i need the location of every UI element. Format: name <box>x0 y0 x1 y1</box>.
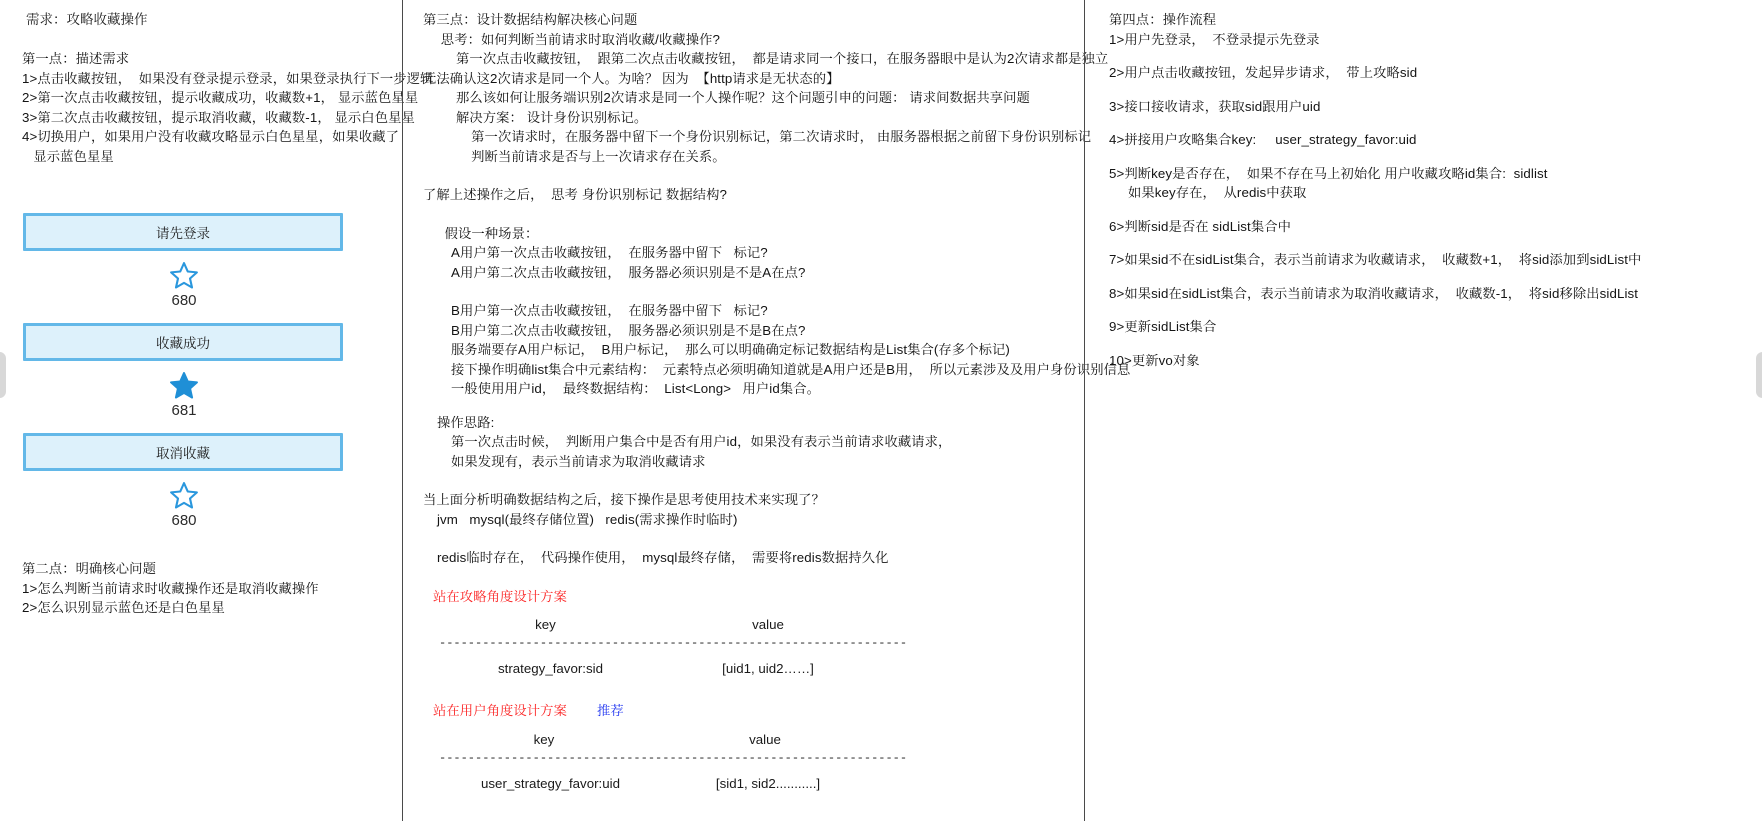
table-row <box>433 774 1084 794</box>
flow-step: 8>如果sid在sidList集合，表示当前请求为取消收藏请求， 收藏数-1， 将sid移除出sidList <box>1109 285 1639 301</box>
flow-step: 7>如果sid不在sidList集合，表示当前请求为收藏请求， 收藏数+1， 将sid添加到sidList中 <box>1109 252 1642 267</box>
flow-step: 6>判断sid是否在 sidList集合中 <box>1109 218 1292 234</box>
scenario-line: A用户第一次点击收藏按钮， 在服务器中留下 标记? <box>451 245 768 260</box>
column-header-value: value <box>752 617 784 632</box>
column-operation-flow <box>1084 0 1762 821</box>
favorite-count: 681 <box>171 402 197 419</box>
requirement-item: 显示蓝色星星 <box>22 148 114 164</box>
thinking-line: 解决方案： 设计身份识别标记。 <box>437 109 648 125</box>
flow-step: 2>用户点击收藏按钮，发起异步请求， 带上攻略sid <box>1109 65 1418 80</box>
structure-question: 了解上述操作之后， 思考 身份识别标记 数据结构? <box>423 187 728 202</box>
star-display-2 <box>23 371 345 421</box>
persistence-note: redis临时存在， 代码操作使用， mysql最终存储， 需要将redis数据持久化 <box>437 550 889 565</box>
star-filled-icon[interactable] <box>169 371 199 400</box>
cell-key: user_strategy_favor:uid <box>481 775 620 791</box>
scheme-caption: 站在用户角度设计方案 <box>433 703 567 718</box>
star-outline-icon[interactable] <box>169 481 199 510</box>
favorite-count: 680 <box>171 292 197 309</box>
favorite-button-success[interactable]: 收藏成功 <box>23 323 343 361</box>
favorite-button-cancel[interactable]: 取消收藏 <box>23 433 343 471</box>
thinking-line: 那么该如何让服务端识别2次请求是同一个人操作呢？这个问题引申的问题： 请求间数据共享问题 <box>437 90 1030 105</box>
tech-options: jvm mysql(最终存储位置) redis(需求操作时临时) <box>437 511 738 527</box>
column-header-key: key <box>533 731 555 747</box>
section-heading-2: 第二点：明确核心问题 <box>22 561 156 576</box>
cell-value: [uid1, uid2……] <box>722 661 814 676</box>
column-requirements <box>0 0 434 821</box>
flow-step: 3>接口接收请求，获取sid跟用户uid <box>1109 98 1321 114</box>
table-header-row <box>433 615 1084 635</box>
scenario-line: 一般使用用户id， 最终数据结构： List<Long> 用户id集合。 <box>451 381 821 396</box>
requirement-item: 3>第二次点击收藏按钮，提示取消收藏，收藏数-1， 显示白色星星 <box>22 109 415 125</box>
flow-step: 9>更新sidList集合 <box>1109 319 1217 334</box>
table-divider: ----------------------------------------------------------------- <box>439 750 908 765</box>
operation-line: 如果发现有，表示当前请求为取消收藏请求 <box>451 453 706 469</box>
operation-heading: 操作思路: <box>437 414 495 430</box>
thinking-line: 思考：如何判断当前请求时取消收藏/收藏操作? <box>437 31 721 47</box>
requirement-item: 2>第一次点击收藏按钮，提示收藏成功，收藏数+1， 显示蓝色星星 <box>22 90 419 105</box>
thinking-line: 无法确认这2次请求是同一个人。为啥？ 因为 【http请求是无状态的】 <box>423 70 840 86</box>
flow-step-sub: 如果key存在， 从redis中获取 <box>1109 185 1307 200</box>
core-question-item: 1>怎么判断当前请求时收藏操作还是取消收藏操作 <box>22 580 319 596</box>
requirement-item: 4>切换用户，如果用户没有收藏攻略显示白色星星，如果收藏了 <box>22 129 400 144</box>
favorite-count: 680 <box>171 512 197 529</box>
star-outline-icon[interactable] <box>169 261 199 290</box>
scenario-line: A用户第二次点击收藏按钮， 服务器必须识别是不是A在点? <box>451 264 806 280</box>
table-row <box>433 659 1084 679</box>
flow-step: 4>拼接用户攻略集合key: user_strategy_favor:uid <box>1109 132 1417 147</box>
cell-key: strategy_favor:sid <box>498 661 603 676</box>
flow-step: 5>判断key是否存在， 如果不存在马上初始化 用户收藏攻略id集合: sidlist <box>1109 165 1548 181</box>
section-heading-3: 第三点：设计数据结构解决核心问题 <box>423 12 638 27</box>
section-heading-4: 第四点：操作流程 <box>1109 12 1217 27</box>
scenario-line: B用户第一次点击收藏按钮， 在服务器中留下 标记? <box>451 303 768 318</box>
thinking-line: 判断当前请求是否与上一次请求存在关系。 <box>437 148 726 164</box>
flow-step: 10>更新vo对象 <box>1109 352 1200 368</box>
scenario-line: 接下操作明确list集合中元素结构： 元素特点必须明确知道就是A用户还是B用， 所以元素涉及及用户身份识别信息 <box>451 361 1131 377</box>
tech-question: 当上面分析明确数据结构之后，接下操作是思考使用技术来实现了？ <box>423 492 825 507</box>
scenario-line: 服务端要存A用户标记， B用户标记， 那么可以明确确定标记数据结构是List集合(存多个标记) <box>451 342 1010 357</box>
thinking-line: 第一次点击收藏按钮， 跟第二次点击收藏按钮， 都是请求同一个接口，在服务器眼中是认为2次请求都是独立 <box>437 51 1109 66</box>
scheme-table-strategy <box>423 587 1084 680</box>
flow-step: 1>用户先登录， 不登录提示先登录 <box>1109 31 1320 47</box>
column-header-value: value <box>749 731 781 747</box>
column-data-structure <box>402 0 1131 821</box>
operation-line: 第一次点击时候， 判断用户集合中是否有用户id，如果没有表示当前请求收藏请求， <box>451 434 952 449</box>
favorite-button-login-prompt[interactable]: 请先登录 <box>23 213 343 251</box>
star-display-1 <box>23 261 345 311</box>
column-header-key: key <box>535 617 556 632</box>
scheme-table-user <box>423 701 1084 794</box>
thinking-line: 第一次请求时，在服务器中留下一个身份识别标记，第二次请求时， 由服务器根据之前留下身份识别标记 <box>437 129 1092 144</box>
recommended-badge: 推荐 <box>596 703 624 718</box>
scheme-caption: 站在攻略角度设计方案 <box>433 588 567 604</box>
cell-value: [sid1, sid2...........] <box>715 775 821 791</box>
table-divider: ----------------------------------------------------------------- <box>439 636 908 650</box>
requirement-item: 1>点击收藏按钮， 如果没有登录提示登录，如果登录执行下一步逻辑 <box>22 70 434 86</box>
star-display-3 <box>23 481 345 531</box>
scenario-line: B用户第二次点击收藏按钮， 服务器必须识别是不是B在点? <box>451 322 806 338</box>
section-heading-1: 第一点：描述需求 <box>22 51 130 66</box>
table-header-row <box>433 730 1084 750</box>
page-title: 需求：攻略收藏操作 <box>26 12 148 27</box>
scenario-heading: 假设一种场景： <box>437 225 539 241</box>
core-question-item: 2>怎么识别显示蓝色还是白色星星 <box>22 600 225 615</box>
